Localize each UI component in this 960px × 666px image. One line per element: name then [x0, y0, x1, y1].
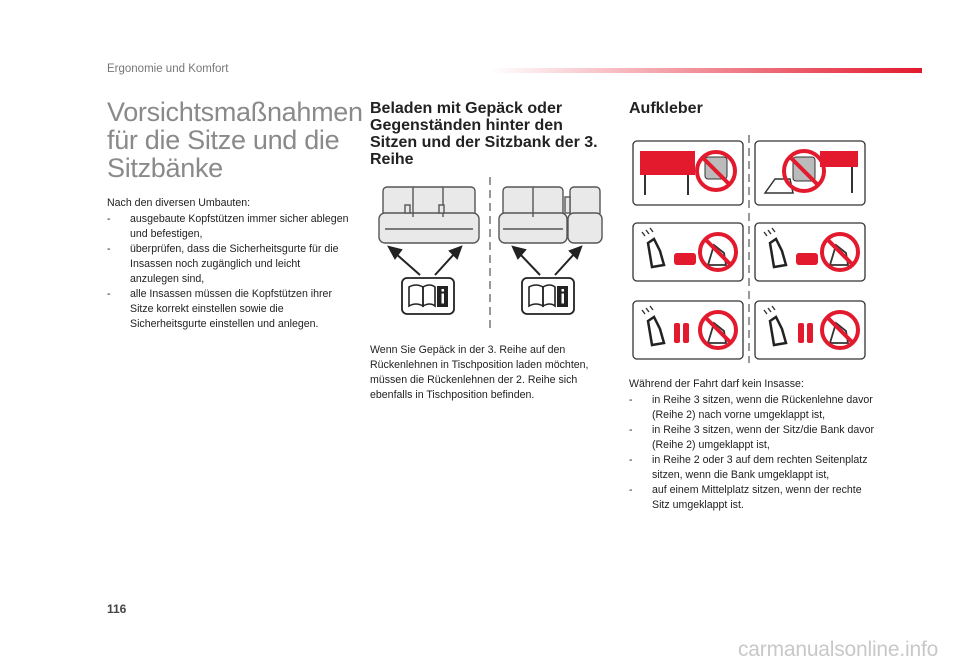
- list-item: [107, 242, 352, 287]
- list-item-text: auf einem Mittelplatz sitzen, wenn der rechte Sitz umgeklappt ist.: [652, 484, 862, 511]
- list-item: [107, 287, 352, 332]
- list-item: [629, 483, 879, 513]
- list-item: [107, 212, 352, 242]
- list-item: [629, 423, 879, 453]
- left-list: [107, 212, 352, 332]
- section-header: Ergonomie und Komfort: [107, 63, 229, 75]
- dash-mark: -: [629, 484, 633, 496]
- right-list: [629, 393, 879, 513]
- watermark: carmanualsonline.info: [738, 638, 939, 661]
- seat-bench-icon: [379, 187, 479, 243]
- list-item-text: in Reihe 2 oder 3 auf dem rechten Seitenplatz sitzen, wenn die Bank umgeklappt ist,: [652, 454, 868, 481]
- dash-mark: -: [107, 213, 111, 225]
- no-sitting-icon: [633, 223, 743, 281]
- no-sitting-icon: [755, 141, 865, 205]
- luggage-text: Wenn Sie Gepäck in der 3. Reihe auf den Rückenlehnen in Tischposition laden möchten, müssen die Rückenlehnen der 2. Reihe sich ebenfalls in Tischposition befinden.: [370, 344, 589, 401]
- right-column: [629, 377, 879, 513]
- list-item-text: überprüfen, dass die Sicherheitsgurte für die Insassen noch zugänglich und leicht anzulegen sind,: [130, 243, 339, 285]
- stickers-heading: Aufkleber: [629, 100, 703, 117]
- list-item: [629, 393, 879, 423]
- dash-mark: -: [629, 454, 633, 466]
- manual-info-icon: [522, 278, 574, 314]
- header-rule: [490, 68, 922, 73]
- list-item-text: in Reihe 3 sitzen, wenn die Rückenlehne davor (Reihe 2) nach vorne umgeklappt ist,: [652, 394, 873, 421]
- page-number: 116: [107, 602, 127, 616]
- list-item: [629, 453, 879, 483]
- dash-mark: -: [107, 288, 111, 300]
- seat-bench-icon: [499, 187, 602, 243]
- right-intro: Während der Fahrt darf kein Insasse:: [629, 378, 804, 390]
- no-sitting-icon: [633, 141, 743, 205]
- no-sitting-icon: [633, 301, 743, 359]
- manual-info-icon: [402, 278, 454, 314]
- dash-mark: -: [107, 243, 111, 255]
- dash-mark: -: [629, 424, 633, 436]
- luggage-heading: Beladen mit Gepäck oder Gegenständen hinter den Sitzen und der Sitzbank der 3. Reihe: [370, 100, 598, 168]
- no-sitting-icon: [755, 301, 865, 359]
- stickers-illustration: [630, 135, 870, 363]
- list-item-text: alle Insassen müssen die Kopfstützen ihrer Sitze korrekt einstellen sowie die Sicherheitsgurte einstellen und anlegen.: [130, 288, 332, 330]
- left-intro: Nach den diversen Umbauten:: [107, 197, 251, 209]
- no-sitting-icon: [755, 223, 865, 281]
- list-item-text: ausgebaute Kopfstützen immer sicher ablegen und befestigen,: [130, 213, 349, 240]
- dash-mark: -: [629, 394, 633, 406]
- list-item-text: in Reihe 3 sitzen, wenn der Sitz/die Bank davor (Reihe 2) umgeklappt ist,: [652, 424, 875, 451]
- left-column: [107, 196, 352, 332]
- page-title: Vorsichtsmaßnahmen für die Sitze und die Sitzbänke: [107, 97, 363, 183]
- seat-illustration: [375, 175, 615, 330]
